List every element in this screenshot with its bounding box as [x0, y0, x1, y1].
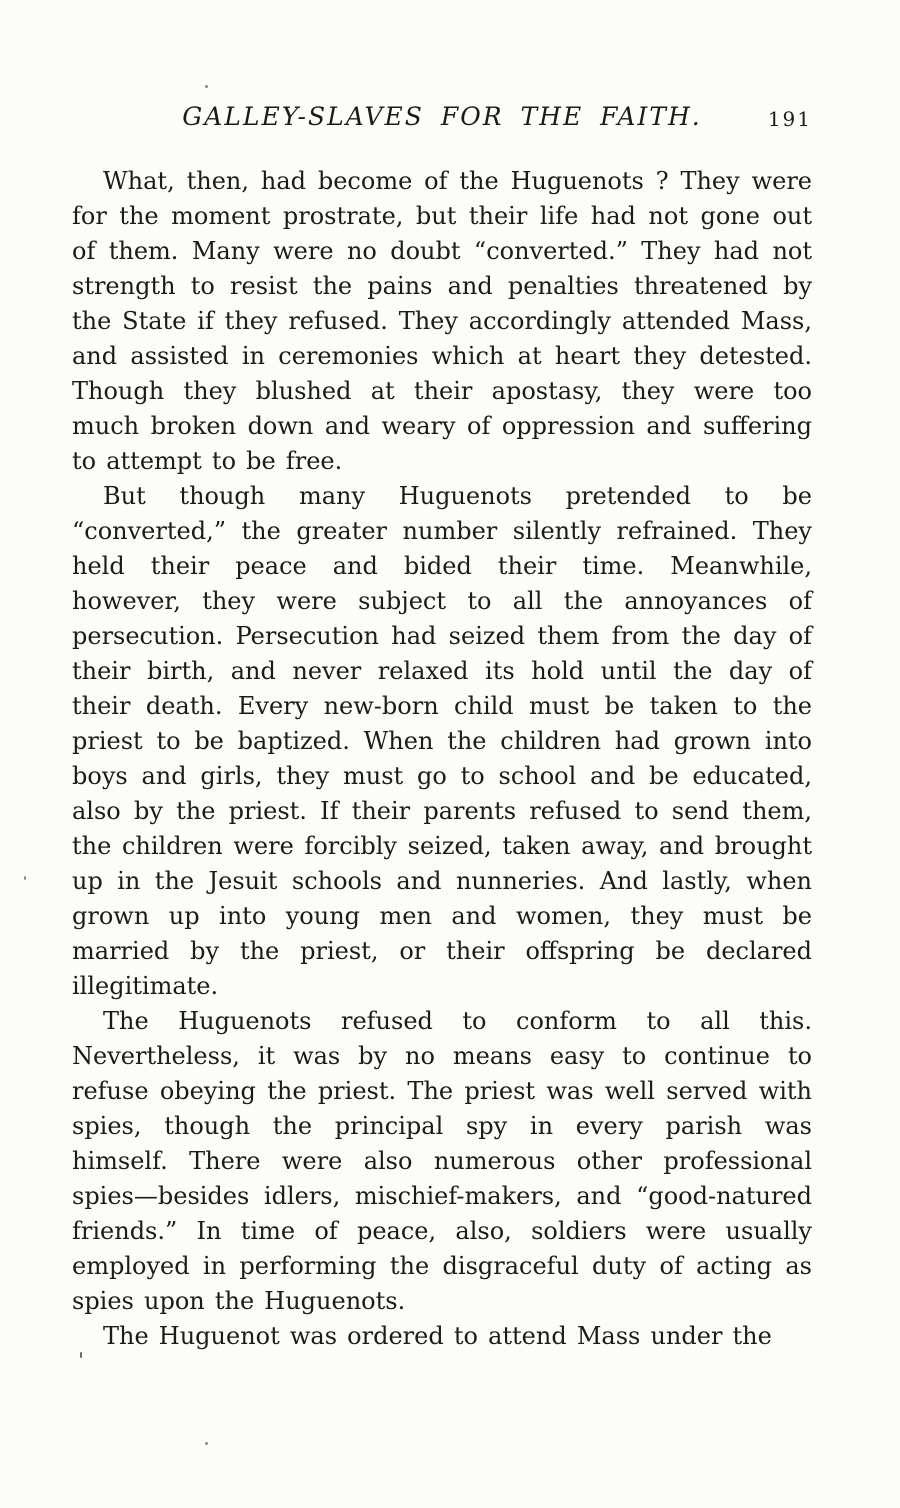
scan-speck — [24, 876, 26, 880]
scan-speck — [80, 1352, 82, 1358]
paragraph-3: The Huguenots refused to conform to all this. Nevertheless, it was by no means easy to continue to refuse obeying the priest. The priest was well served with spies, though the principal spy in every parish was himself. There were also numerous other professional spies—besides idlers, mischief-makers, and “good-natured friends.” In time of peace, also, soldiers were usually employed in performing the disgraceful duty of acting as spies upon the Huguenots. — [72, 1007, 812, 1315]
scan-speck — [205, 85, 208, 88]
page-header — [72, 102, 812, 136]
page-number: 191 — [767, 107, 812, 131]
text-block — [72, 102, 812, 1354]
running-title: GALLEY-SLAVES FOR THE FAITH. — [182, 102, 702, 131]
paragraph-4: The Huguenot was ordered to attend Mass under the — [103, 1322, 772, 1350]
scan-speck — [205, 1442, 208, 1445]
paragraph-1: What, then, had become of the Huguenots ? They were for the moment prostrate, but their life had not gone out of them. Many were no doubt “converted.” They had not strength to resist the pains and penalties threatened by the State if they refused. They accordingly attended Mass, and assisted in ceremonies which at heart they detested. Though they blushed at their apostasy, they were too much broken down and weary of oppression and suffering to attempt to be free. — [72, 167, 812, 475]
page-body — [72, 164, 812, 1354]
paragraph-2: But though many Huguenots pretended to be “converted,” the greater number silently refrained. They held their peace and bided their time. Meanwhile, however, they were subject to all the annoyances of persecution. Persecution had seized them from the day of their birth, and never relaxed its hold until the day of their death. Every new-born child must be taken to the priest to be baptized. When the children had grown into boys and girls, they must go to school and be educated, also by the priest. If their parents refused to send them, the children were forcibly seized, taken away, and brought up in the Jesuit schools and nunneries. And lastly, when grown up into young men and women, they must be married by the priest, or their offspring be declared illegitimate. — [72, 482, 812, 1000]
